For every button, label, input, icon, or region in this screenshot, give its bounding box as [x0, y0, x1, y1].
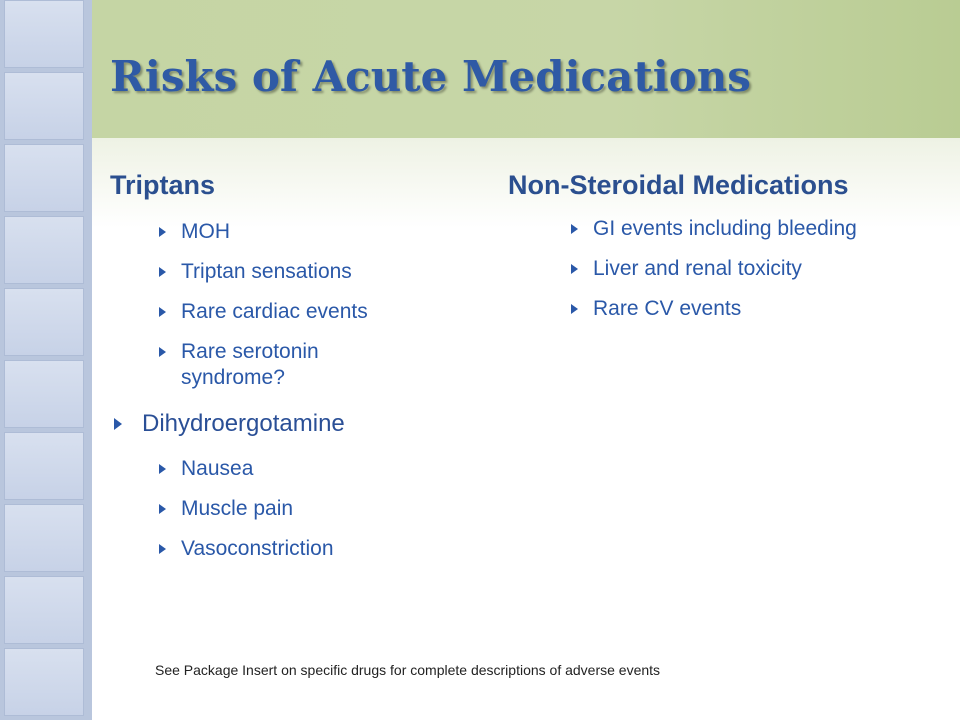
- list-item: GI events including bleeding: [567, 216, 857, 242]
- triangle-bullet-icon: [159, 544, 166, 554]
- footnote: See Package Insert on specific drugs for complete descriptions of adverse events: [155, 662, 661, 678]
- triangle-bullet-icon: [114, 418, 122, 430]
- triptans-bullet-list: [155, 219, 455, 405]
- triangle-bullet-icon: [571, 264, 578, 274]
- list-item: Muscle pain: [155, 496, 455, 522]
- decorative-tile: [4, 360, 84, 428]
- decorative-tile: [4, 72, 84, 140]
- list-item: Liver and renal toxicity: [567, 256, 857, 282]
- decorative-tile: [4, 504, 84, 572]
- decorative-tile: [4, 576, 84, 644]
- decorative-tile: [4, 648, 84, 716]
- triptans-heading: Triptans: [110, 170, 216, 200]
- nsaid-heading: Non-Steroidal Medications: [508, 170, 849, 200]
- list-item: Rare serotonin syndrome?: [155, 339, 401, 391]
- decorative-tile: [4, 432, 84, 500]
- side-tile-strip: [0, 0, 92, 720]
- dihydroergotamine-bullet: Dihydroergotamine: [112, 410, 345, 438]
- dihydroergotamine-sub-list: [155, 456, 455, 576]
- list-item: Vasoconstriction: [155, 536, 455, 562]
- triangle-bullet-icon: [571, 224, 578, 234]
- triangle-bullet-icon: [159, 504, 166, 514]
- triangle-bullet-icon: [571, 304, 578, 314]
- list-item: Nausea: [155, 456, 455, 482]
- triangle-bullet-icon: [159, 347, 166, 357]
- triangle-bullet-icon: [159, 464, 166, 474]
- decorative-tile: [4, 216, 84, 284]
- list-item: Triptan sensations: [155, 259, 455, 285]
- decorative-tile: [4, 144, 84, 212]
- list-item: Rare CV events: [567, 296, 857, 322]
- nsaid-bullet-list: [567, 216, 857, 336]
- decorative-tile: [4, 288, 84, 356]
- list-item: MOH: [155, 219, 455, 245]
- triangle-bullet-icon: [159, 227, 166, 237]
- triangle-bullet-icon: [159, 267, 166, 277]
- triangle-bullet-icon: [159, 307, 166, 317]
- decorative-tile: [4, 0, 84, 68]
- slide-title: Risks of Acute Medications: [110, 52, 751, 101]
- list-item: Rare cardiac events: [155, 299, 455, 325]
